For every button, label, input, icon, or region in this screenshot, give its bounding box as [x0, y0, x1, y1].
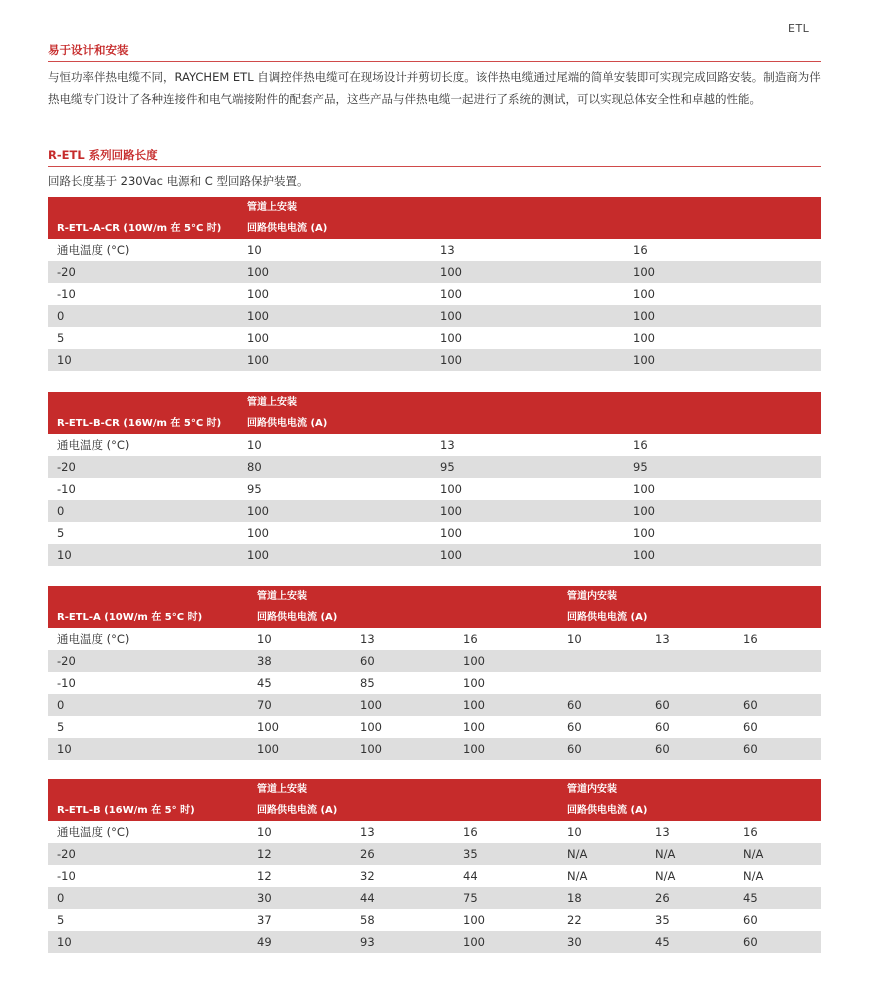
table-cell: 60 — [558, 694, 646, 716]
header-cell: 16 — [633, 438, 648, 452]
table-cell: 100 — [431, 261, 624, 283]
table-cell: -20 — [48, 843, 248, 865]
table-cell: 44 — [351, 887, 454, 909]
table-cell — [646, 672, 734, 694]
table-cell: 75 — [454, 887, 558, 909]
header-cell: 通电温度 (°C) — [57, 438, 130, 452]
table-cell: 60 — [734, 738, 821, 760]
table-cell — [558, 650, 646, 672]
table-cell: -10 — [57, 482, 76, 496]
table-cell: 60 — [743, 720, 758, 734]
table-row — [48, 931, 821, 953]
table-row — [48, 694, 821, 716]
group-title: 管道上安装 — [238, 392, 821, 413]
table-name: R-ETL-A-CR (10W/m 在 5°C 时) — [48, 218, 238, 239]
group-title: 管道上安装 — [248, 586, 558, 607]
table-row — [48, 544, 821, 566]
header-cell: 10 — [257, 632, 272, 646]
group-title: 管道内安装 — [558, 586, 821, 607]
table-row — [48, 522, 821, 544]
table-cell: 60 — [351, 650, 454, 672]
header-cell: 13 — [360, 632, 375, 646]
group-subtitle: 回路供电电流 (A) — [238, 413, 821, 434]
group-subtitle: 回路供电电流 (A) — [248, 800, 558, 821]
table-cell: 30 — [558, 931, 646, 953]
table-cell: N/A — [734, 843, 821, 865]
table-cell: 10 — [48, 931, 248, 953]
table-row — [48, 283, 821, 305]
table-row — [48, 305, 821, 327]
table-header-row — [48, 218, 821, 239]
table-cell: 5 — [57, 526, 65, 540]
table-cell: 10 — [48, 349, 238, 371]
table-cell: N/A — [655, 869, 676, 883]
table-cell: 45 — [646, 931, 734, 953]
brand-label: ETL — [788, 22, 810, 35]
table-cell: 35 — [655, 913, 670, 927]
table-cell: 12 — [257, 869, 272, 883]
table-r-etl-b — [48, 779, 821, 953]
header-cell: 16 — [633, 243, 648, 257]
table-cell: -20 — [48, 650, 248, 672]
group-title: 管道内安装 — [558, 779, 821, 800]
section-intro: 回路长度基于 230Vac 电源和 C 型回路保护装置。 — [48, 174, 309, 188]
table-cell: 60 — [558, 738, 646, 760]
table-name: R-ETL-A (10W/m 在 5°C 时) — [48, 607, 248, 628]
table-cell: 93 — [351, 931, 454, 953]
table-cell: 100 — [624, 305, 821, 327]
table-cell: 35 — [454, 843, 558, 865]
table-cell: 100 — [440, 482, 462, 496]
table-cell: 100 — [257, 720, 279, 734]
header-cell: 16 — [743, 825, 758, 839]
header-cell: 13 — [440, 438, 455, 452]
table-cell: 60 — [655, 720, 670, 734]
header-cell: 13 — [655, 825, 670, 839]
table-cell: 10 — [48, 738, 248, 760]
column-header-row — [48, 239, 821, 261]
table-cell — [734, 650, 821, 672]
table-cell: 100 — [633, 482, 655, 496]
table-row — [48, 738, 821, 760]
table-row — [48, 716, 821, 738]
table-cell: 100 — [247, 287, 269, 301]
table-cell: 49 — [248, 931, 351, 953]
table-cell: 0 — [48, 887, 248, 909]
table-cell: 100 — [360, 720, 382, 734]
table-header-row — [48, 413, 821, 434]
column-header-row — [48, 434, 821, 456]
table-cell: 100 — [463, 913, 485, 927]
table-header-row — [48, 779, 821, 800]
table-cell: 0 — [48, 305, 238, 327]
table-cell: 100 — [624, 349, 821, 371]
group-subtitle: 回路供电电流 (A) — [248, 607, 558, 628]
header-cell: 通电温度 (°C) — [57, 243, 130, 257]
header-cell: 通电温度 (°C) — [57, 632, 130, 646]
table-r-etl-a — [48, 586, 821, 760]
header-cell: 10 — [247, 438, 262, 452]
table-cell: N/A — [743, 869, 764, 883]
table-cell: 100 — [248, 738, 351, 760]
table-cell: 44 — [463, 869, 478, 883]
table-row — [48, 261, 821, 283]
table-cell: 30 — [248, 887, 351, 909]
table-name: R-ETL-B-CR (16W/m 在 5°C 时) — [48, 413, 238, 434]
table-cell: 95 — [247, 482, 262, 496]
table-cell: 32 — [360, 869, 375, 883]
table-cell — [734, 672, 821, 694]
table-cell: 100 — [238, 544, 431, 566]
header-cell: 10 — [247, 243, 262, 257]
table-cell: 5 — [57, 331, 65, 345]
table-cell: 100 — [440, 526, 462, 540]
table-cell: 95 — [431, 456, 624, 478]
table-cell: 12 — [248, 843, 351, 865]
table-cell: -10 — [57, 869, 76, 883]
table-cell: 100 — [633, 331, 655, 345]
table-cell: N/A — [567, 869, 588, 883]
table-row — [48, 349, 821, 371]
table-cell: 100 — [431, 305, 624, 327]
table-cell: 100 — [454, 931, 558, 953]
table-row — [48, 650, 821, 672]
table-cell: 100 — [238, 305, 431, 327]
table-row — [48, 909, 821, 931]
section-title-circuit-length: R-ETL 系列回路长度 — [48, 147, 821, 167]
table-row — [48, 327, 821, 349]
table-row — [48, 672, 821, 694]
group-title: 管道上安装 — [238, 197, 821, 218]
table-cell: 100 — [238, 349, 431, 371]
table-cell: 100 — [624, 500, 821, 522]
table-header-row — [48, 607, 821, 628]
table-cell: 100 — [463, 720, 485, 734]
table-cell: 10 — [48, 544, 238, 566]
group-title: 管道上安装 — [248, 779, 558, 800]
table-name: R-ETL-B (16W/m 在 5° 时) — [48, 800, 248, 821]
table-cell: 100 — [454, 650, 558, 672]
table-cell: 60 — [734, 694, 821, 716]
table-cell — [558, 672, 646, 694]
section-paragraph: 与恒功率伴热电缆不同，RAYCHEM ETL 自调控伴热电缆可在现场设计并剪切长度。该伴热电缆通过尾端的简单安装即可实现完成回路安装。制造商为伴热电缆专门设计了各种连接件和电气端接附件的配套产品，这些产品与伴热电缆一起进行了系统的测试，可以实现总体安全性和卓越的性能。 — [48, 70, 821, 106]
table-cell: 60 — [646, 738, 734, 760]
table-header-row — [48, 800, 821, 821]
header-cell: 13 — [655, 632, 670, 646]
table-row — [48, 478, 821, 500]
table-cell: 100 — [238, 261, 431, 283]
table-cell: N/A — [558, 843, 646, 865]
table-cell: 100 — [351, 738, 454, 760]
table-cell: 100 — [238, 500, 431, 522]
table-cell: 100 — [440, 287, 462, 301]
table-cell: 100 — [624, 544, 821, 566]
table-cell: 100 — [633, 287, 655, 301]
table-cell: 60 — [646, 694, 734, 716]
group-subtitle: 回路供电电流 (A) — [558, 607, 821, 628]
table-cell: 5 — [57, 913, 65, 927]
header-cell: 10 — [257, 825, 272, 839]
table-row — [48, 843, 821, 865]
table-cell: 100 — [463, 676, 485, 690]
table-cell: 100 — [454, 694, 558, 716]
group-subtitle: 回路供电电流 (A) — [558, 800, 821, 821]
table-cell: -10 — [57, 676, 76, 690]
table-cell: 100 — [624, 261, 821, 283]
table-cell: 70 — [248, 694, 351, 716]
header-cell: 16 — [743, 632, 758, 646]
header-cell: 通电温度 (°C) — [57, 825, 130, 839]
header-cell: 10 — [567, 632, 582, 646]
table-cell: 60 — [567, 720, 582, 734]
table-cell: 45 — [734, 887, 821, 909]
table-cell: 100 — [351, 694, 454, 716]
table-cell: 26 — [646, 887, 734, 909]
table-cell: 100 — [247, 526, 269, 540]
table-cell: 100 — [440, 331, 462, 345]
table-cell: -20 — [48, 261, 238, 283]
table-cell — [646, 650, 734, 672]
table-cell: -10 — [57, 287, 76, 301]
table-cell: 60 — [743, 913, 758, 927]
group-subtitle: 回路供电电流 (A) — [238, 218, 821, 239]
table-header-row — [48, 586, 821, 607]
table-cell: 45 — [257, 676, 272, 690]
table-cell: 85 — [360, 676, 375, 690]
table-cell: 100 — [431, 500, 624, 522]
table-cell: 95 — [624, 456, 821, 478]
table-cell: 18 — [558, 887, 646, 909]
column-header-row — [48, 821, 821, 843]
table-cell: 38 — [248, 650, 351, 672]
table-r-etl-a-cr — [48, 197, 821, 371]
table-cell: 5 — [57, 720, 65, 734]
table-r-etl-b-cr — [48, 392, 821, 566]
table-cell: 37 — [257, 913, 272, 927]
table-cell: 100 — [633, 526, 655, 540]
table-cell: 22 — [567, 913, 582, 927]
header-cell: 13 — [440, 243, 455, 257]
table-row — [48, 500, 821, 522]
header-cell: 13 — [360, 825, 375, 839]
table-cell: N/A — [646, 843, 734, 865]
table-cell: 58 — [360, 913, 375, 927]
table-cell: 100 — [247, 331, 269, 345]
table-row — [48, 456, 821, 478]
section-title-design: 易于设计和安装 — [48, 42, 821, 62]
header-cell: 10 — [567, 825, 582, 839]
column-header-row — [48, 628, 821, 650]
table-cell: 100 — [454, 738, 558, 760]
table-cell: 100 — [431, 349, 624, 371]
table-header-row — [48, 392, 821, 413]
table-cell: 26 — [351, 843, 454, 865]
table-cell: 100 — [431, 544, 624, 566]
table-row — [48, 887, 821, 909]
header-cell: 16 — [463, 632, 478, 646]
table-cell: 80 — [238, 456, 431, 478]
table-row — [48, 865, 821, 887]
table-cell: 0 — [48, 500, 238, 522]
table-cell: -20 — [48, 456, 238, 478]
header-cell: 16 — [463, 825, 478, 839]
table-header-row — [48, 197, 821, 218]
table-cell: 60 — [734, 931, 821, 953]
table-cell: 0 — [48, 694, 248, 716]
